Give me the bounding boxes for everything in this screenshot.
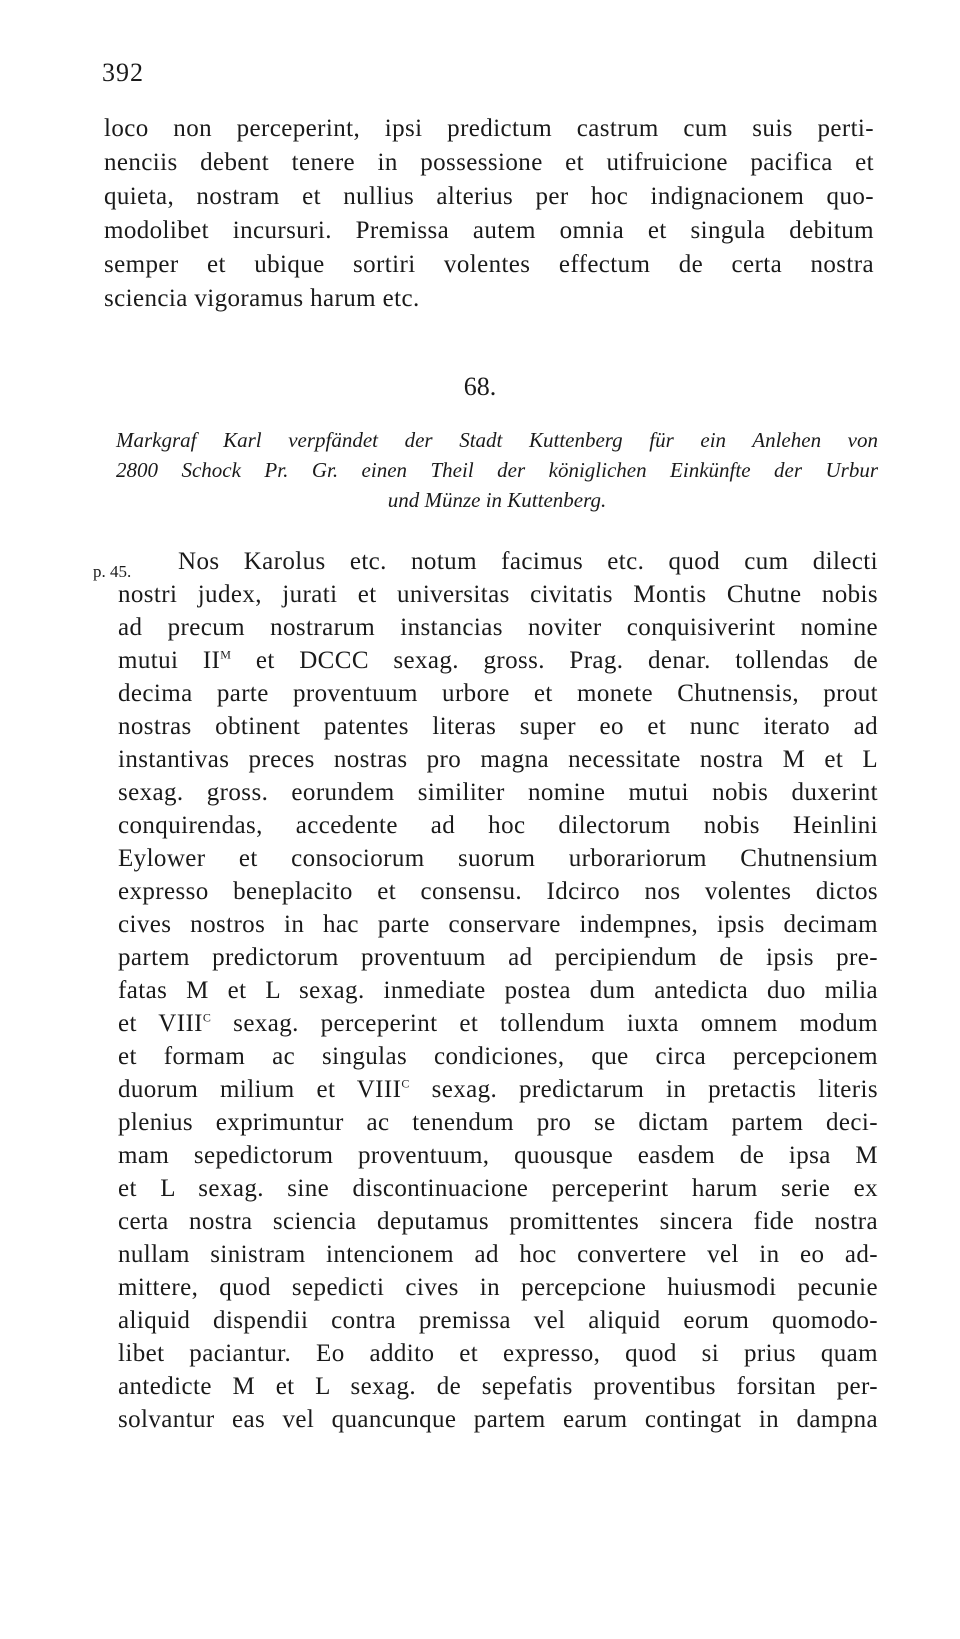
body-paragraph (118, 545, 878, 1436)
document-number: 68. (463, 372, 497, 401)
text-line: aliquid dispendii contra premissa vel aliquid eorum quomodo- (118, 1307, 878, 1334)
text-line: Eylower et consociorum suorum urborariorum Chutnensium (118, 845, 878, 872)
page-number: 392 (102, 58, 144, 87)
text-line: nullam sinistram intencionem ad hoc convertere vel in eo ad- (118, 1241, 878, 1268)
heading-line: 2800 Schock Pr. Gr. einen Theil der königlichen Einkünfte der Urbur (116, 458, 878, 482)
text-line: ad precum nostrarum instancias noviter conquisiverint nomine (118, 614, 878, 641)
text-line: mam sepedictorum proventuum, quousque easdem de ipsa M (118, 1142, 878, 1169)
superscript-mark: C (202, 1010, 212, 1025)
document-heading (116, 425, 878, 515)
text-line: cives nostros in hac parte conservare indempnes, ipsis decimam (118, 911, 878, 938)
text-line: solvantur eas vel quancunque partem earum contingat in dampna (118, 1406, 878, 1433)
margin-page-reference: p. 45. (93, 562, 132, 581)
text-line: fatas M et L sexag. inmediate postea dum antedicta duo milia (118, 977, 878, 1004)
superscript-mark: M (220, 647, 232, 662)
text-line: certa nostra sciencia deputamus promittentes sincera fide nostra (118, 1208, 878, 1235)
text-line: quieta, nostram et nullius alterius per hoc indignacionem quo- (104, 183, 874, 210)
text-line: sexag. gross. eorundem similiter nomine mutui nobis duxerint (118, 779, 878, 806)
text-line: et $VIII^C$ sexag. perceperint et tollendum iuxta omnem modum (118, 1010, 879, 1037)
text-line: et L sexag. sine discontinuacione perceperint harum serie ex (118, 1175, 878, 1202)
text-line: libet paciantur. Eo addito et expresso, quod si prius quam (118, 1340, 878, 1367)
text-line: decima parte proventuum urbore et monete Chutnensis, prout (118, 680, 878, 707)
text-line: semper et ubique sortiri volentes effectum de certa nostra (104, 251, 874, 278)
text-line: partem predictorum proventuum ad percipiendum de ipsis pre- (118, 944, 878, 971)
text-line: modolibet incursuri. Premissa autem omnia et singula debitum (104, 217, 874, 244)
text-line: expresso beneplacito et consensu. Idcirco nos volentes dictos (118, 878, 878, 905)
text-line: nostri judex, jurati et universitas civitatis Montis Chutne nobis (118, 581, 878, 608)
heading-line: und Münze in Kuttenberg. (387, 488, 607, 512)
text-line: plenius exprimuntur ac tenendum pro se dictam partem deci- (118, 1109, 878, 1136)
text-line: mittere, quod sepedicti cives in percepcione huiusmodi pecunie (118, 1274, 878, 1301)
text-line: nenciis debent tenere in possessione et utifruicione pacifica et (104, 149, 874, 176)
intro-paragraph (104, 112, 874, 316)
text-line: Nos Karolus etc. notum facimus etc. quod cum dilecti (178, 548, 878, 575)
text-line: sciencia vigoramus harum etc. (104, 285, 420, 312)
heading-line: Markgraf Karl verpfändet der Stadt Kuttenberg für ein Anlehen von (116, 428, 878, 452)
text-line: nostras obtinent patentes literas super eo et nunc iterato ad (118, 713, 878, 740)
text-line: conquirendas, accedente ad hoc dilectorum nobis Heinlini (118, 812, 878, 839)
text-line: duorum milium et $VIII^C$ sexag. predictarum in pretactis literis (118, 1076, 878, 1103)
text-line: mutui $II^M$ et DCCC sexag. gross. Prag. denar. tollendas de (118, 647, 878, 674)
text-line: et formam ac singulas condiciones, que circa percepcionem (118, 1043, 878, 1070)
text-line: instantivas preces nostras pro magna necessitate nostra M et L (118, 746, 878, 773)
text-line: loco non perceperint, ipsi predictum castrum cum suis perti- (104, 115, 874, 142)
text-line: antedicte M et L sexag. de sepefatis proventibus forsitan per- (118, 1373, 878, 1400)
superscript-mark: C (401, 1076, 410, 1091)
